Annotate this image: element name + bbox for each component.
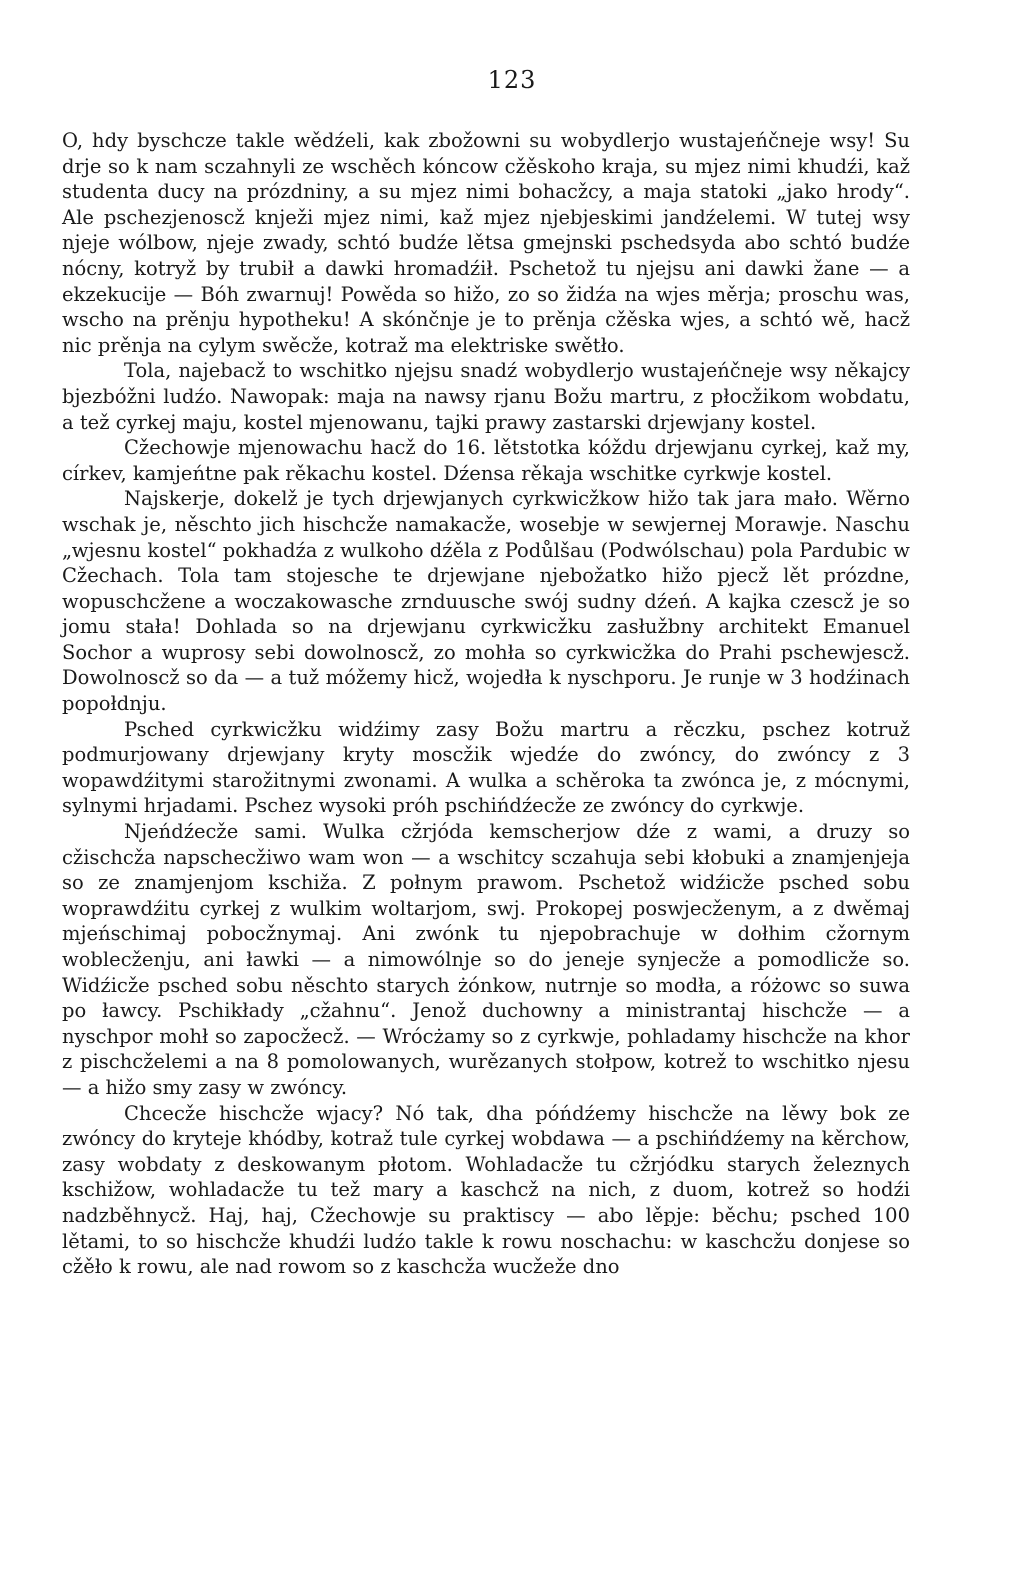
page-body-text <box>62 128 910 1280</box>
paragraph-1: O, hdy byschcze takle wědźeli, kak zbožowni su wobydlerjo wustajeńčneje wsy! Su drje so k nam sczahnyli ze wschěch kóncow cžěskoho kraja, su mjez nimi khudźi, kaž studenta ducy na prózdniny, a su mjez nimi bohacžcy, a maja statoki „jako hrody“. Ale pschezjenoscž knježi mjez nimi, kaž mjez njebjeskimi jandźelemi. W tutej wsy njeje wólbow, njeje zwady, schtó budźe lětsa gmejnski pschedsyda abo schtó budźe nócny, kotryž by trubił a dawki hromadźił. Pschetož tu njejsu ani dawki žane — a ekzekucije — Bóh zwarnuj! Powěda so hižo, zo so židźa na wjes měrja; proschu was, wscho na prěnju hypotheku! A skónčnje je to prěnja cžěska wjes, a schtó wě, hacž nic prěnja na cylym swěcže, kotraž ma elektriske swětło. <box>62 129 910 357</box>
paragraph-7: Chcecže hischcže wjacy? Nó tak, dha póńdźemy hischcže na lěwy bok ze zwóncy do kryteje khódby, kotraž tule cyrkej wobdawa — a pschińdźemy na kěrchow, zasy wobdaty z deskowanym płotom. Wohladacže tu cžrjódku starych železnych kschižow, wohladacže tu tež mary a kaschcž na nich, z duom, kotrež so hodźi nadzběhnycž. Haj, haj, Cžechowje su praktiscy — abo lěpje: běchu; psched 100 lětami, to so hischcže khudźi ludźo takle k rowu noschachu: w kaschcžu donjese so cžěło k rowu, ale nad rowom so z kaschcža wucžeže dno <box>62 1101 910 1279</box>
paragraph-4: Najskerje, dokelž je tych drjewjanych cyrkwicžkow hižo tak jara mało. Wěrno wschak je, něschto jich hischcže namakacže, wosebje w sewjernej Morawje. Naschu „wjesnu kostel“ pokhadźa z wulkoho dźěla z Podůlšau (Podwólschau) pola Pardubic w Cžechach. Tola tam stojesche te drjewjane njebožatko hižo pjecž lět prózdne, wopuschcžene a woczakowasche zrnduusche swój sudny dźeń. A kajka czescž je so jomu stała! Dohlada so na drjewjanu cyrkwicžku zasłužbny architekt Emanuel Sochor a wuprosy sebi dowolnoscž, zo mohła so cyrkwicžka do Prahi pschewjescž. Dowolnoscž so da — a tuž móžemy hicž, wojedła k nyschporu. Je runje w 3 hodźinach popołdnju. <box>62 487 910 716</box>
paragraph-2: Tola, najebacž to wschitko njejsu snadź wobydlerjo wustajeńčneje wsy někajcy bjezbóžni ludźo. Nawopak: maja na nawsy rjanu Božu martru, z płocžikom wobdatu, a tež cyrkej maju, kostel mjenowanu, tajki prawy zastarski drjewjany kostel. <box>62 359 910 434</box>
page-number: 123 <box>487 66 537 94</box>
paragraph-3: Cžechowje mjenowachu hacž do 16. lětstotka kóždu drjewjanu cyrkej, kaž my, církev, kamjeńtne pak rěkachu kostel. Dźensa rěkaja wschitke cyrkwje kostel. <box>62 436 910 485</box>
paragraph-6: Njeńdźecže sami. Wulka cžrjóda kemscherjow dźe z wami, a druzy so cžischcža napschecžiwo wam won — a wschitcy sczahuja sebi kłobuki a znamjenjeja so ze znamjenjom kschiža. Z połnym prawom. Pschetož widźicže psched sobu woprawdźitu cyrkej z wulkim woltarjom, swj. Prokopej poswjecženym, a z dwěmaj mjeńschimaj pobocžnymaj. Ani zwónk tu njepobrachuje w dołhim cžornym woblecženju, ani ławki — a nimowólnje so do jeneje synjecže a pomodlicže so. Widźicže psched sobu něschto starych żónkow, nutrnje so modła, a różowc so suwa po ławcy. Pschikłady „cžahnu“. Jenož duchowny a ministrantaj hischcže — a nyschpor mohł so zapocžecž. — Wrócżamy so z cyrkwje, pohladamy hischcže na khor z pischcželemi a na 8 pomolowanych, wurězanych stołpow, kotrež to wschitko njesu — a hižo smy zasy w zwóncy. <box>62 820 910 1099</box>
paragraph-5: Psched cyrkwicžku widźimy zasy Božu martru a rěczku, pschez kotruž podmurjowany drjewjany kryty moscžik wjedźe do zwóncy, do zwóncy z 3 wopawdźitymi starožitnymi zwonami. A wulka a schěroka ta zwónca je, z mócnymi, sylnymi hrjadami. Pschez wysoki próh pschińdźecže ze zwóncy do cyrkwje. <box>62 717 910 818</box>
